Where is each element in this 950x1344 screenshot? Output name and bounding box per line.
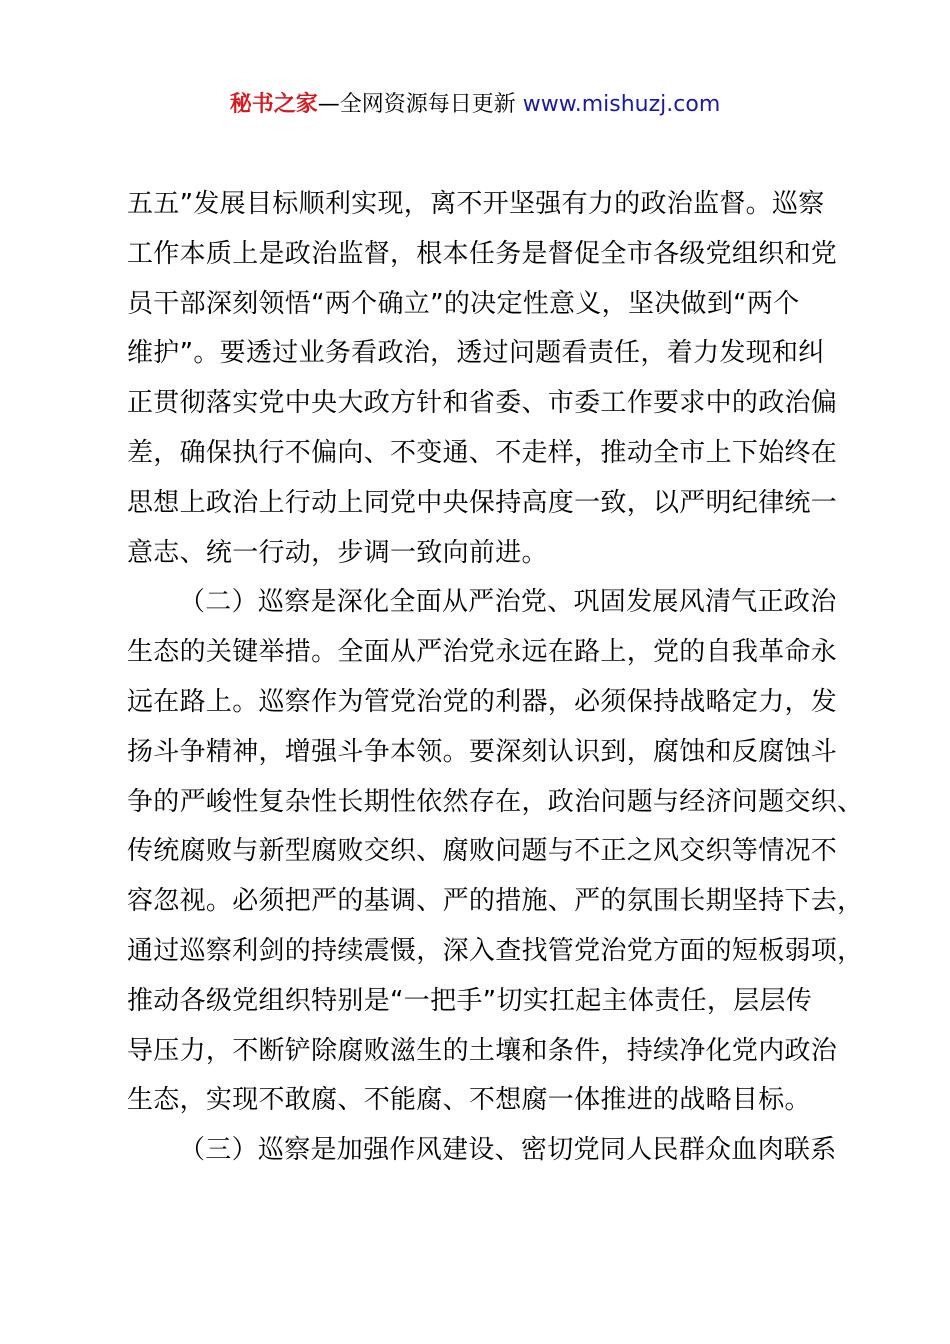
text-line: 容忽视。必须把严的基调、严的措施、严的氛围长期坚持下去， [127, 886, 864, 917]
site-url-link[interactable]: www.mishuzj.com [522, 92, 721, 117]
text-line: 远在路上。巡察作为管党治党的利器，必须保持战略定力，发 [127, 686, 838, 717]
text-line: 扬斗争精神，增强斗争本领。要深刻认识到，腐蚀和反腐蚀斗 [127, 736, 838, 767]
text-line: 导压力，不断铲除腐败滋生的土壤和条件，持续净化党内政治 [127, 1035, 838, 1066]
text-line: 生态，实现不敢腐、不能腐、不想腐一体推进的战略目标。 [127, 1085, 811, 1116]
text-line: 生态的关键举措。全面从严治党永远在路上，党的自我革命永 [127, 637, 838, 668]
text-line: 争的严峻性复杂性长期性依然存在，政治问题与经济问题交织、 [127, 786, 864, 817]
site-header [0, 88, 950, 122]
text-line: 维护”。要透过业务看政治，透过问题看责任，着力发现和纠 [127, 338, 825, 369]
text-line: 通过巡察利剑的持续震慑，深入查找管党治党方面的短板弱项， [127, 935, 864, 966]
text-line: 传统腐败与新型腐败交织、腐败问题与不正之风交织等情况不 [127, 836, 838, 867]
brand-name: 秘书之家 [229, 92, 318, 117]
text-line: 正贯彻落实党中央大政方针和省委、市委工作要求中的政治偏 [127, 388, 838, 419]
text-line: 意志、统一行动，步调一致向前进。 [127, 537, 548, 568]
section-heading-line: （二）巡察是深化全面从严治党、巩固发展风清气正政治 [179, 587, 837, 618]
text-line: 五五”发展目标顺利实现，离不开坚强有力的政治监督。巡察 [127, 189, 825, 219]
section-heading-line: （三）巡察是加强作风建设、密切党同人民群众血肉联系 [179, 1135, 837, 1166]
header-tagline: —全网资源每日更新 [317, 92, 516, 117]
text-line: 思想上政治上行动上同党中央保持高度一致，以严明纪律统一 [127, 487, 838, 518]
text-line: 工作本质上是政治监督，根本任务是督促全市各级党组织和党 [127, 238, 838, 269]
text-line: 差，确保执行不偏向、不变通、不走样，推动全市上下始终在 [127, 437, 838, 468]
document-body [127, 180, 864, 1176]
text-line: 推动各级党组织特别是“一把手”切实扛起主体责任，层层传 [127, 985, 813, 1016]
text-line: 员干部深刻领悟“两个确立”的决定性意义，坚决做到“两个 [127, 288, 800, 319]
